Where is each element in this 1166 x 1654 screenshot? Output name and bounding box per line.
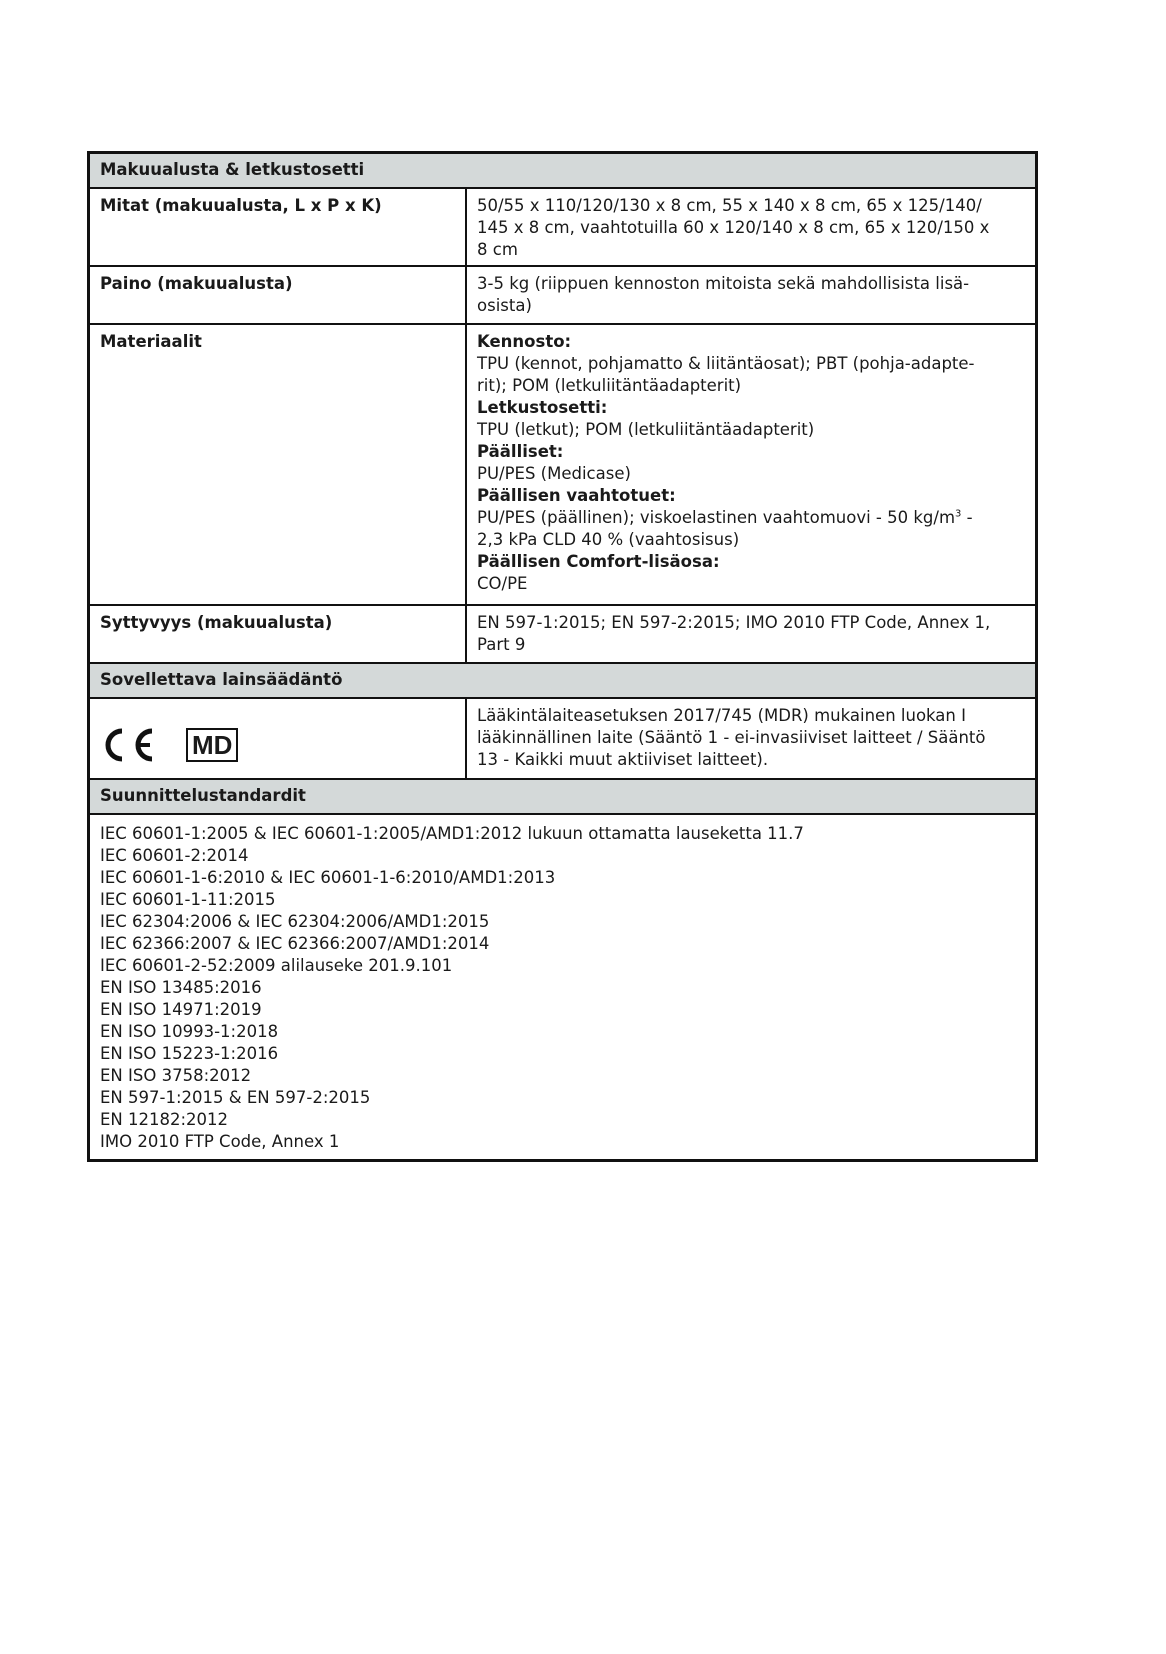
standard-item: IEC 60601-1-11:2015 xyxy=(100,890,276,909)
material-text: PU/PES (Medicase) xyxy=(477,464,631,483)
material-text xyxy=(477,507,1025,529)
row-label: Syttyvyys (makuualusta) xyxy=(90,606,467,662)
section-header-mattress xyxy=(90,154,1035,189)
row-materials xyxy=(90,325,1035,606)
value-line: Lääkintälaiteasetuksen 2017/745 (MDR) mukainen luokan I xyxy=(477,706,966,725)
standard-item: EN 12182:2012 xyxy=(100,1110,229,1129)
value-line: EN 597-1:2015; EN 597-2:2015; IMO 2010 FTP Code, Annex 1, xyxy=(477,613,991,632)
spec-table xyxy=(87,151,1038,1162)
row-legislation xyxy=(90,699,1035,780)
material-text: rit); POM (letkuliitäntäadapterit) xyxy=(477,376,742,395)
standard-item: IEC 60601-1:2005 & IEC 60601-1:2005/AMD1:2012 lukuun ottamatta lauseketta 11.7 xyxy=(100,824,804,843)
material-heading: Päällisen Comfort-lisäosa: xyxy=(477,552,720,571)
standards-list xyxy=(90,815,1035,1159)
standard-item: IEC 60601-2:2014 xyxy=(100,846,249,865)
material-text: 2,3 kPa CLD 40 % (vaahtosisus) xyxy=(477,530,740,549)
standard-item: EN ISO 3758:2012 xyxy=(100,1066,252,1085)
superscript: 3 xyxy=(955,508,962,520)
material-text-part: PU/PES (päällinen); viskoelastinen vaahtomuovi - 50 kg/m xyxy=(477,508,956,527)
row-label: Materiaalit xyxy=(90,325,467,604)
value-line: osista) xyxy=(477,296,532,315)
row-label: Mitat (makuualusta, L x P x K) xyxy=(90,189,467,265)
material-heading: Kennosto: xyxy=(477,332,572,351)
section-title: Suunnittelustandardit xyxy=(100,786,306,805)
value-line: Part 9 xyxy=(477,635,526,654)
standard-item: EN ISO 15223-1:2016 xyxy=(100,1044,279,1063)
standard-item: IMO 2010 FTP Code, Annex 1 xyxy=(100,1132,340,1151)
row-weight xyxy=(90,267,1035,325)
value-line: lääkinnällinen laite (Sääntö 1 - ei-invasiiviset laitteet / Sääntö xyxy=(477,728,986,747)
section-header-standards xyxy=(90,780,1035,815)
material-heading: Päälliset: xyxy=(477,442,564,461)
standard-item: IEC 60601-1-6:2010 & IEC 60601-1-6:2010/AMD1:2013 xyxy=(100,868,556,887)
row-dimensions xyxy=(90,189,1035,267)
section-title: Sovellettava lainsäädäntö xyxy=(100,670,343,689)
marks-cell xyxy=(90,699,467,778)
standard-item: EN 597-1:2015 & EN 597-2:2015 xyxy=(100,1088,371,1107)
row-value xyxy=(467,189,1035,265)
material-text: CO/PE xyxy=(477,574,528,593)
section-header-legislation xyxy=(90,664,1035,699)
row-flammability xyxy=(90,606,1035,664)
material-text-part: - xyxy=(961,508,973,527)
standard-item: IEC 60601-2-52:2009 alilauseke 201.9.101 xyxy=(100,956,453,975)
row-value xyxy=(467,606,1035,662)
value-line: 8 cm xyxy=(477,240,518,259)
section-title: Makuualusta & letkustosetti xyxy=(100,160,365,179)
material-text: TPU (kennot, pohjamatto & liitäntäosat); PBT (pohja-adapte- xyxy=(477,354,975,373)
standard-item: IEC 62366:2007 & IEC 62366:2007/AMD1:2014 xyxy=(100,934,490,953)
row-value xyxy=(467,325,1035,604)
standard-item: EN ISO 14971:2019 xyxy=(100,1000,262,1019)
standard-item: EN ISO 10993-1:2018 xyxy=(100,1022,279,1041)
standard-item: IEC 62304:2006 & IEC 62304:2006/AMD1:2015 xyxy=(100,912,490,931)
conformity-marks xyxy=(100,705,455,778)
md-mark-icon: MD xyxy=(186,728,238,762)
row-value xyxy=(467,267,1035,323)
standard-item: EN ISO 13485:2016 xyxy=(100,978,262,997)
value-line: 145 x 8 cm, vaahtotuilla 60 x 120/140 x 8 cm, 65 x 120/150 x xyxy=(477,218,990,237)
value-line: 3-5 kg (riippuen kennoston mitoista sekä mahdollisista lisä- xyxy=(477,274,970,293)
row-label: Paino (makuualusta) xyxy=(90,267,467,323)
value-line: 50/55 x 110/120/130 x 8 cm, 55 x 140 x 8 cm, 65 x 125/140/ xyxy=(477,196,982,215)
ce-mark-icon xyxy=(100,725,160,765)
value-line: 13 - Kaikki muut aktiiviset laitteet). xyxy=(477,750,769,769)
row-value xyxy=(467,699,1035,778)
material-heading: Päällisen vaahtotuet: xyxy=(477,486,676,505)
material-heading: Letkustosetti: xyxy=(477,398,608,417)
material-text: TPU (letkut); POM (letkuliitäntäadapterit) xyxy=(477,420,815,439)
